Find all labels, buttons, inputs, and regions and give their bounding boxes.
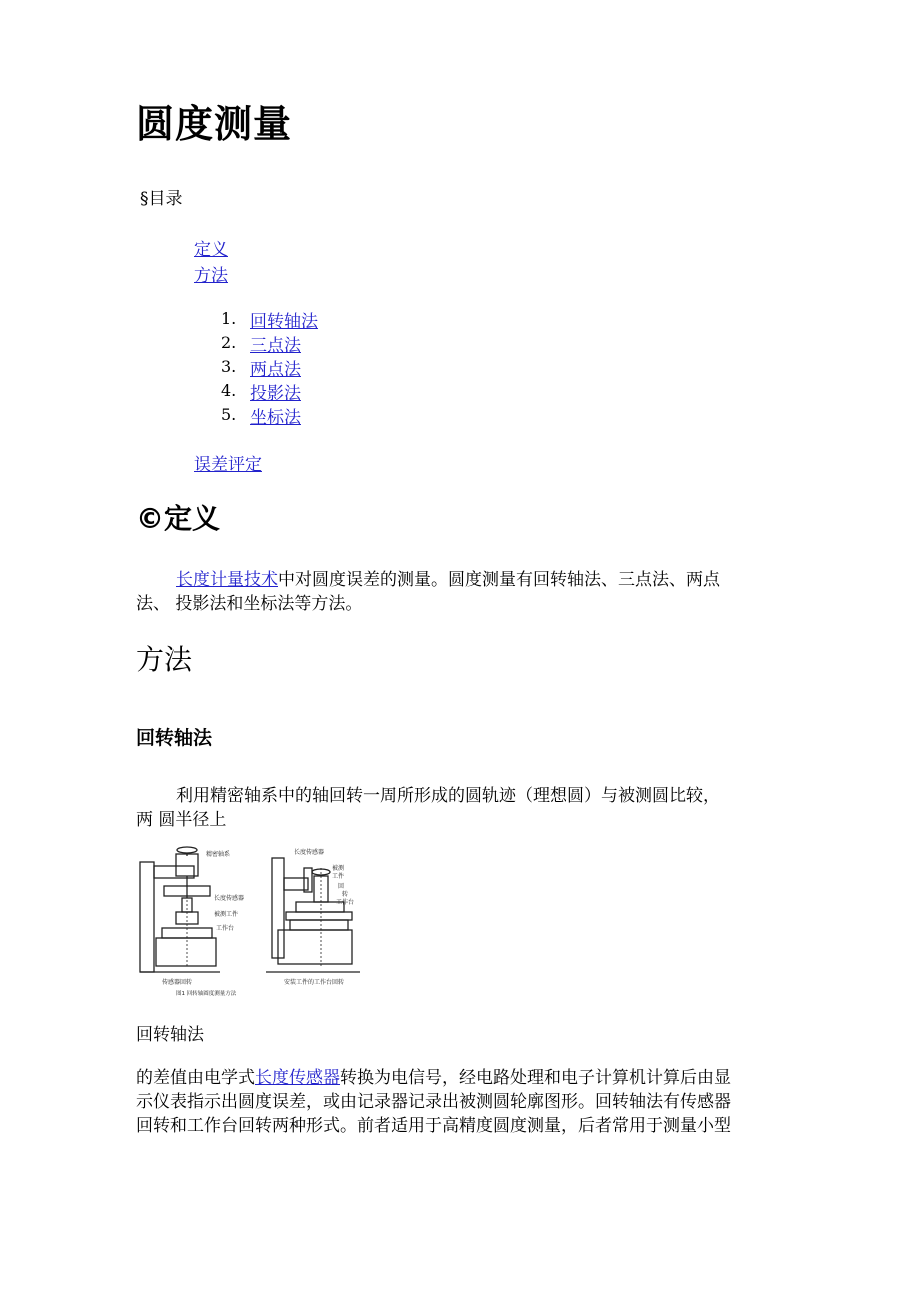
toc-link-methods[interactable]: 方法 [194,266,228,286]
figure-label: 长度传感器 [214,895,245,902]
rotary-intro-paragraph [136,784,786,832]
figure-label: 安装工件的工作台回转 [284,979,345,986]
link-length-metrology[interactable]: 长度计量技术 [176,570,278,590]
figure-label: 工件 [332,873,345,880]
figure-label: 转 [342,891,349,898]
toc-method-number: 4. [221,381,237,400]
figure-label: 回 [338,883,345,890]
toc-method-number: 2. [221,333,237,352]
figure-label: 传感器回转 [162,979,193,986]
toc-method-number: 1. [221,309,237,328]
section-heading-methods: 方法 [136,643,193,676]
link-length-sensor[interactable]: 长度传感器 [255,1068,340,1088]
rotary-detail-text: 的差值由电学式 [136,1068,255,1088]
figure-label: 被测 [332,865,345,872]
rotary-detail-paragraph [136,1066,786,1138]
figure-label: 工作台 [216,925,235,932]
definition-text: 中对圆度误差的测量。圆度测量有回转轴法、三点法、两点 [278,570,720,590]
toc-heading: §目录 [140,189,183,209]
toc-method-number: 5. [221,405,237,424]
page-title: 圆度测量 [136,102,293,146]
toc-link-projection[interactable]: 投影法 [250,384,301,404]
subsection-heading-rotary-axis: 回转轴法 [136,727,213,749]
left-machine-drawing [140,847,220,972]
right-machine-drawing [266,858,360,972]
figure-caption-text: 回转轴法 [136,1025,204,1045]
rotary-axis-figure [136,838,366,996]
definition-text-line2: 法、 投影法和坐标法等方法。 [136,594,363,614]
rotary-intro-line2: 两 圆半径上 [136,810,227,830]
toc-link-three-point[interactable]: 三点法 [250,336,301,356]
rotary-detail-line3: 回转和工作台回转两种形式。前者适用于高精度圆度测量，后者常用于测量小型 [136,1116,731,1136]
toc-link-rotary-axis[interactable]: 回转轴法 [250,312,318,332]
toc-link-error-evaluation[interactable]: 误差评定 [194,455,262,475]
toc-link-definition[interactable]: 定义 [194,240,228,260]
figure-label: 被测工件 [214,911,239,918]
rotary-detail-line2: 示仪表指示出圆度误差，或由记录器记录出被测圆轮廓图形。回转轴法有传感器 [136,1092,731,1112]
figure-label: 工作台 [336,899,355,906]
rotary-detail-text: 转换为电信号，经电路处理和电子计算机计算后由显 [340,1068,731,1088]
toc-link-coordinate[interactable]: 坐标法 [250,408,301,428]
figure-label: 精密轴系 [206,851,231,858]
rotary-intro-line1: 利用精密轴系中的轴回转一周所形成的圆轨迹（理想圆）与被测圆比较， [176,786,720,806]
toc-method-number: 3. [221,357,237,376]
section-heading-definition: ©定义 [136,502,221,535]
definition-paragraph [136,568,786,616]
toc-link-two-point[interactable]: 两点法 [250,360,301,380]
figure-label: 长度传感器 [294,849,325,856]
figure-caption: 图1 回转轴圆度测量方法 [176,991,237,996]
